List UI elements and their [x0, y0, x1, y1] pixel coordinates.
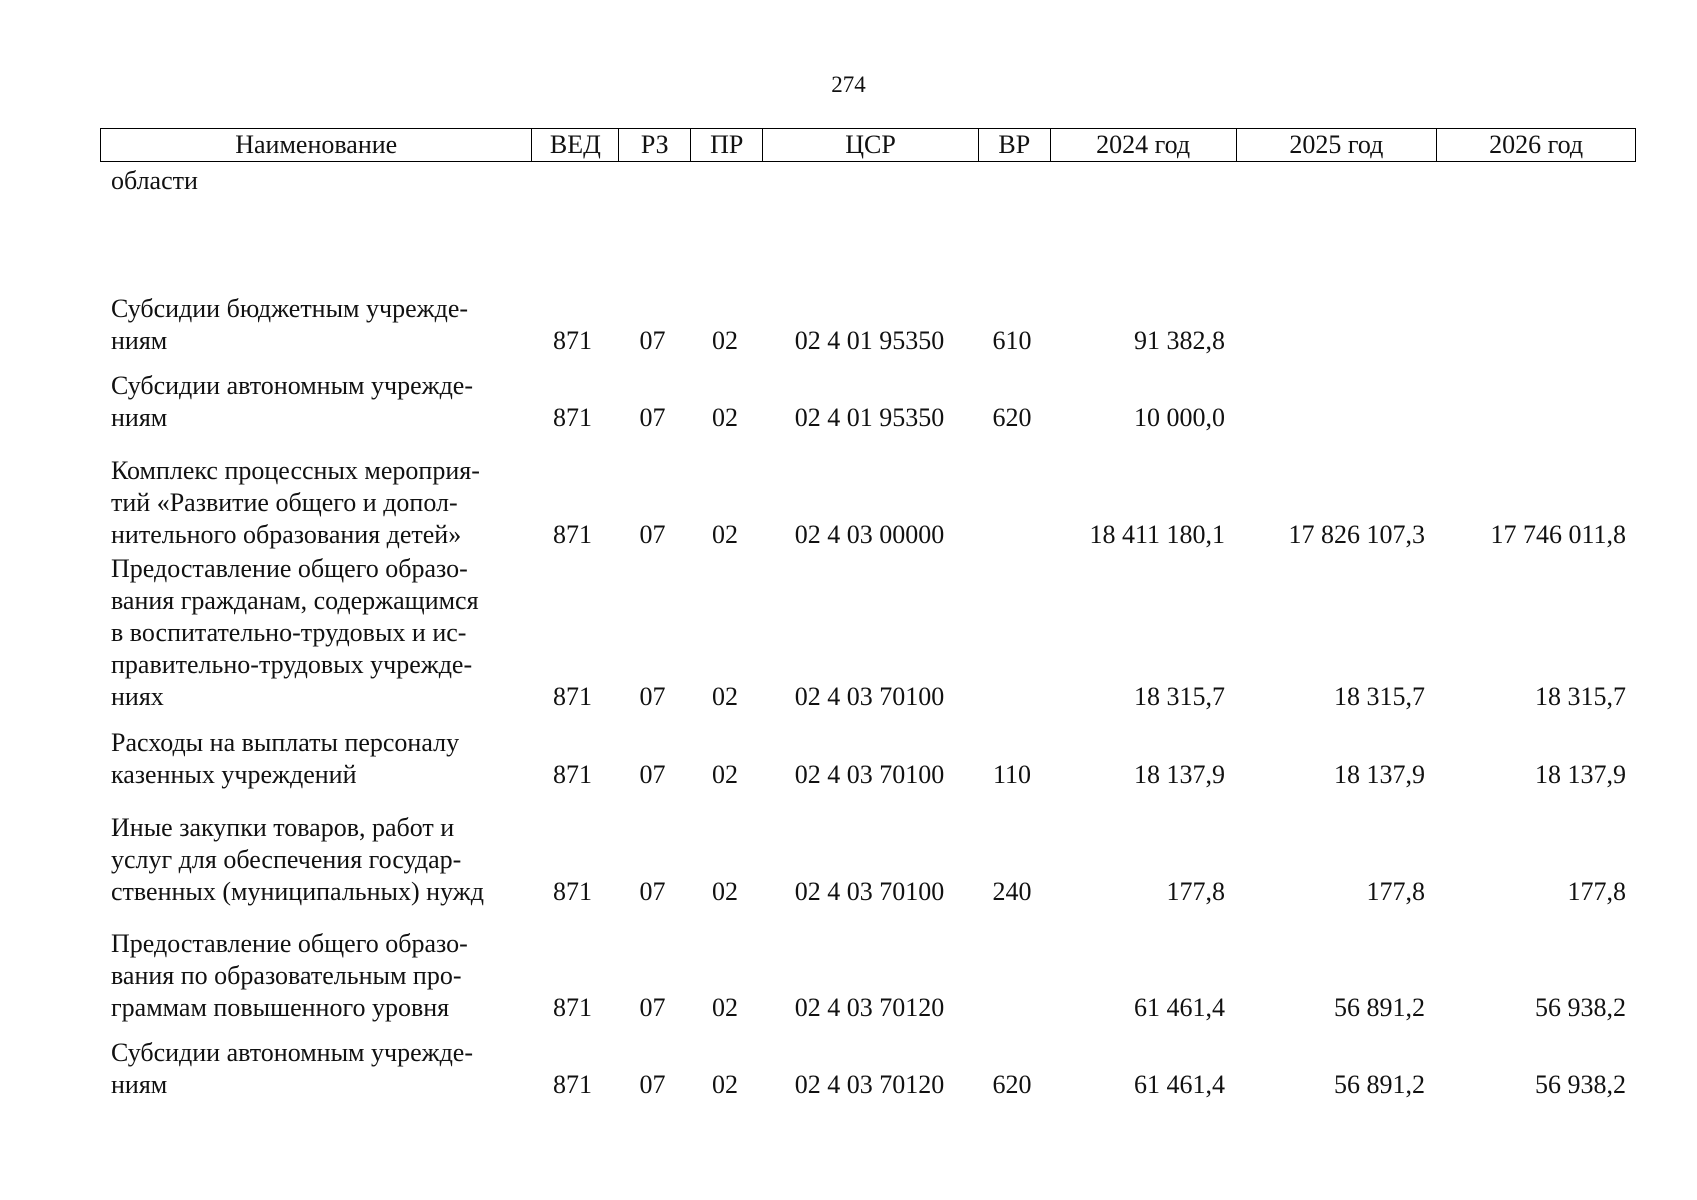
row-name: [111, 553, 531, 713]
cell-csr: 02 4 01 95350: [794, 326, 945, 355]
row-name-line: тий «Развитие общего и допол-: [111, 488, 458, 517]
cell-2026: 18 137,9: [1535, 760, 1626, 789]
row-name: [111, 370, 531, 434]
cell-pr: 02: [712, 877, 738, 906]
cell-ved: 871: [553, 1070, 592, 1099]
cell-rz: 07: [639, 520, 666, 549]
row-name-line: Комплекс процессных мероприя-: [111, 456, 480, 485]
cell-2025: 56 891,2: [1334, 993, 1425, 1022]
cell-pr: 02: [712, 682, 738, 711]
cell-csr: 02 4 03 70100: [794, 877, 945, 906]
cell-rz: 07: [639, 682, 666, 711]
cell-rz: 07: [639, 993, 666, 1022]
cell-vr: 110: [992, 760, 1032, 789]
header-name: Наименование: [101, 129, 532, 161]
cell-ved: 871: [553, 877, 592, 906]
cell-ved: 871: [553, 682, 592, 711]
cell-2026: 56 938,2: [1535, 1070, 1626, 1099]
cell-2024: 10 000,0: [1134, 403, 1225, 432]
page-number: 274: [831, 72, 866, 97]
cell-2026: 56 938,2: [1535, 993, 1626, 1022]
cell-2025: 18 137,9: [1334, 760, 1425, 789]
row-name-line: Субсидии автономным учрежде-: [111, 1038, 473, 1067]
cell-csr: 02 4 03 70100: [794, 682, 945, 711]
row-name-line: Субсидии бюджетным учрежде-: [111, 294, 469, 323]
cell-ved: 871: [553, 326, 592, 355]
cell-rz: 07: [639, 760, 666, 789]
cell-csr: 02 4 03 70100: [794, 760, 945, 789]
cell-pr: 02: [712, 1070, 738, 1099]
cell-2024: 61 461,4: [1134, 1070, 1225, 1099]
row-name-line: ниям: [111, 403, 168, 432]
header-ved: ВЕД: [532, 129, 619, 161]
cell-pr: 02: [712, 993, 738, 1022]
cell-2024: 61 461,4: [1134, 993, 1225, 1022]
cell-pr: 02: [712, 760, 738, 789]
row-name-line: правительно-трудовых учрежде-: [111, 650, 473, 679]
cell-ved: 871: [553, 520, 592, 549]
cell-2025: 17 826 107,3: [1288, 520, 1425, 549]
cell-rz: 07: [639, 1070, 666, 1099]
cell-csr: 02 4 01 95350: [794, 403, 945, 432]
row-name-line: Предоставление общего образо-: [111, 554, 468, 583]
header-vr: ВР: [979, 129, 1051, 161]
row-name-line: ниях: [111, 682, 164, 711]
header-pr: ПР: [691, 129, 763, 161]
row-name-line: Предоставление общего образо-: [111, 929, 468, 958]
row-name: [111, 812, 531, 908]
row-name: [111, 928, 531, 1024]
header-2026: 2026 год: [1489, 130, 1584, 159]
cell-csr: 02 4 03 00000: [794, 520, 945, 549]
cell-rz: 07: [639, 326, 666, 355]
cell-rz: 07: [639, 403, 666, 432]
row-name-line: нительного образования детей»: [111, 520, 462, 549]
header-rz: РЗ: [619, 129, 691, 161]
cell-pr: 02: [712, 403, 738, 432]
cell-ved: 871: [553, 403, 592, 432]
row-name: [111, 1037, 531, 1101]
table-header: [100, 128, 1636, 162]
cell-rz: 07: [639, 877, 666, 906]
cell-csr: 02 4 03 70120: [794, 1070, 945, 1099]
header-2024: 2024 год: [1051, 129, 1237, 161]
cell-2024: 177,8: [1166, 877, 1225, 906]
cell-2025: 56 891,2: [1334, 1070, 1425, 1099]
row-name-line: Субсидии автономным учрежде-: [111, 371, 473, 400]
cell-2026: 177,8: [1567, 877, 1626, 906]
cell-2025: 177,8: [1366, 877, 1425, 906]
row-name: [111, 293, 531, 357]
cell-pr: 02: [712, 326, 738, 355]
cell-2025: 18 315,7: [1334, 682, 1425, 711]
cell-ved: 871: [553, 993, 592, 1022]
row-name-line: ниям: [111, 326, 168, 355]
row-name-line: казенных учреждений: [111, 760, 357, 789]
row-name-line: Расходы на выплаты персоналу: [111, 728, 460, 757]
cell-2024: 91 382,8: [1134, 326, 1225, 355]
row-name-line: вания гражданам, содержащимся: [111, 586, 479, 615]
continued-text: области: [111, 166, 198, 195]
cell-csr: 02 4 03 70120: [794, 993, 945, 1022]
row-name-line: граммам повышенного уровня: [111, 993, 450, 1022]
row-name-line: Иные закупки товаров, работ и: [111, 813, 455, 842]
cell-2024: 18 137,9: [1134, 760, 1225, 789]
row-name: [111, 455, 531, 551]
row-name-line: ственных (муниципальных) нужд: [111, 877, 484, 906]
header-csr: ЦСР: [763, 129, 979, 161]
row-name: [111, 727, 531, 791]
cell-vr: 620: [992, 1070, 1032, 1099]
row-name-line: вания по образовательным про-: [111, 961, 462, 990]
cell-vr: 620: [992, 403, 1032, 432]
cell-2024: 18 315,7: [1134, 682, 1225, 711]
row-name-line: в воспитательно-трудовых и ис-: [111, 618, 467, 647]
row-name-line: ниям: [111, 1070, 168, 1099]
cell-2024: 18 411 180,1: [1089, 520, 1225, 549]
cell-pr: 02: [712, 520, 738, 549]
cell-vr: 240: [992, 877, 1032, 906]
cell-2026: 17 746 011,8: [1490, 520, 1626, 549]
header-2025: 2025 год: [1237, 129, 1438, 161]
cell-vr: 610: [992, 326, 1032, 355]
cell-ved: 871: [553, 760, 592, 789]
cell-2026: 18 315,7: [1535, 682, 1626, 711]
row-name-line: услуг для обеспечения государ-: [111, 845, 462, 874]
